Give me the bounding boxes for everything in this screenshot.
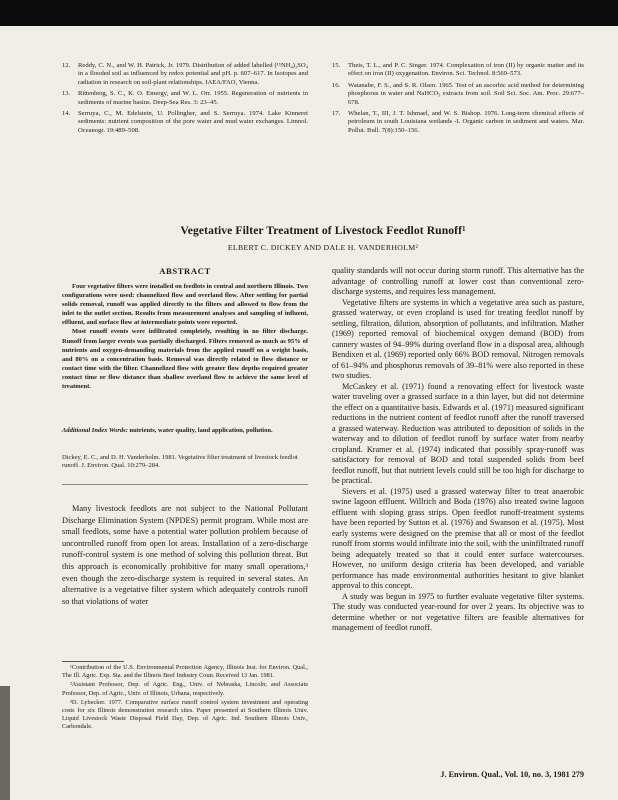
footnote: ³D. Lybecker. 1977. Comparative surface runoff control system investment and operating costs for six Illinois demonstration research sites. Paper presented at Southern Illinois Univ. Liquid Livestock Waste Disposal Field Day, Dep. of Agric. Ind. Southern Illinois Univ., Carbondale. [62,698,308,731]
body-paragraph: Many livestock feedlots are not subject to the National Pollutant Discharge Elimination System (NPDES) permit program. While most are small feedlots, some have a potential water pollution problem because of uncontrolled runoff from open lot areas. Installation of a zero-discharge runoff-control system is one method of solving this pollution threat. But this approach is economically prohibitive for many small operations,³ even though the zero-discharge system is required in several states. An alternative is a vegetative filter system which adequately controls runoff so that violations of water [62,504,308,606]
reference-item [332,62,584,79]
index-terms-value: nutrients, water quality, land application, pollution. [129,427,273,434]
body-text-left [62,503,308,607]
abstract-text [62,282,308,391]
body-paragraph: McCaskey et al. (1971) found a renovating effect for livestock waste water traveling over a grassed surface in a thin layer, but did not determine the effect on a quantitative basis. Edwards et al. (1971) measured significant reductions in the nutrient content of feedlot runoff after the runoff traversed a grassed waterway. Reduction was attributed to deposition of solids in the waterway and to dilution of feedlot runoff by surface water from nearby cropland. Kramer et al. (1974) indicated that possibly spray-runoff was satisfactory for removal of BOD and total suspended solids from beef feedlot runoff, but that nutrient levels could still be too high for discharge to be practical. [332,381,584,485]
body-text-right [332,266,584,634]
reference-item [332,110,584,135]
index-terms-label: Additional Index Words: [62,427,128,434]
footnotes [62,664,308,733]
reference-text: Reddy, C. N., and W. H. Patrick, Jr. 1979. Distribution of added labelled (¹⁵NH₄)₂SO₄ in a flooded soil as influenced by redox potential and pH. p. 607–617. In Isotopes and radiation in research on soil-plant relationships. IAEA/FAO, Vienna. [78,62,308,86]
body-paragraph: Sievers et al. (1975) used a grassed waterway filter to treat anaerobic swine lagoon effluent. Willrich and Boda (1976) also treated swine lagoon effluent with sloping grass strips. Open feedlot runoff-treatment systems have been reported by Sutton et al. (1976) and Swanson et al. (1975). Most early systems were designed on the premise that all or most of the feedlot runoff from storms would infiltrate into the soil, with the uninfiltrated runoff being adequately treated so that it could enter surface watercourses. However, no uniform design criteria has been developed, and variable performance has made environmental authorities hesitant to give blanket approval to this concept. [332,486,584,590]
section-divider [62,484,308,485]
references-left-column [62,62,308,138]
abstract-paragraph: Four vegetative filters were installed on feedlots in central and northern Illinois. Two configurations were used: channelized flow and overland flow. After settling for partial solids removal, runoff was applied directly to the filters and allowed to flow from the inlet to the outlet section. Results from measurement analyses and sampling of influent, effluent, and surface flow at intermediate points were reported. [62,283,308,327]
abstract-heading: ABSTRACT [159,266,211,276]
reference-item [62,62,308,87]
journal-footer: J. Environ. Qual., Vol. 10, no. 3, 1981 279 [440,770,584,779]
article-title: Vegetative Filter Treatment of Livestock Feedlot Runoff¹ [180,224,466,237]
reference-text: Theis, T. L., and P. C. Singer. 1974. Complexation of iron (II) by organic matter and its effect on iron (II) oxygenation. Environ. Sci. Technol. 8:569–573. [348,62,584,78]
reference-text: Serruya, C., M. Edelstein, U. Pollingher, and S. Serruya. 1974. Lake Kinneret sediments: nutrient composition of the pore water and mud water exchanges. Limnol. Oceanogr. 19:489–508. [78,110,308,134]
scan-top-border [0,0,618,26]
footnote-divider [62,661,124,662]
reference-text: Whelan, T., III, J. T. Ishmael, and W. S. Bishop. 1976. Long-term chemical effects of petroleum in south Louisiana wetlands -I. Organic carbon in sediment and waters. Mar. Pollut. Bull. 7(8):150–156. [348,110,584,134]
reference-item [62,110,308,135]
reference-number: 12. [62,62,71,69]
citation: Dickey, E. C., and D. H. Vanderholm. 1981. Vegetative filter treatment of livestock feedlot runoff. J. Environ. Qual. 10:279–284. [62,454,298,470]
body-paragraph: Vegetative filters are systems in which a vegetative area such as pasture, grassed waterway, or even cropland is used for treating feedlot runoff by settling, filtration, dilution, absorption of pollutants, and infiltration. Mather (1969) reported removal of biochemical oxygen demand (BOD) from cannery wastes of 94–99% during overland flow in a disposal area, although Bendixen et al. (1969) reported only 66% BOD removal. Nitrogen removals of 61–94% and phosphorus removals of 39–81% were also reported in these two studies. [332,297,584,380]
body-paragraph: A study was begun in 1975 to further evaluate vegetative filter systems. The study was conducted year-round for over 2 years. Its objective was to determine whether or not vegetative filters are feasible alternatives for management of feedlot runoff. [332,591,584,632]
reference-number: 17. [332,110,341,118]
article-authors: ELBERT C. DICKEY AND DALE H. VANDERHOLM² [227,243,419,252]
reference-number: 14. [62,110,71,118]
footnote: ¹Contribution of the U.S. Environmental Protection Agency, Illinois Inst. for Environ. Qual., The Ill. Agric. Exp. Sta. and the Illinois Beef Industry Coun. Received 13 Jan. 1981. [62,664,308,680]
references-right-column [332,62,584,138]
reference-number: 16. [332,81,341,89]
reference-number: 13. [62,90,71,98]
reference-text: Watanabe, F. S., and S. R. Olsen. 1965. Test of an ascorbic acid method for determining phosphorus in water and NaHCO₃ extracts from soil. Soil Sci. Soc. Am. Proc. 29:677–678. [348,81,584,106]
reference-text: Rittenberg, S. C., K. O. Emergy, and W. L. Orr. 1955. Regeneration of nutrients in sediments of marine basins. Deep-Sea Res. 3: 23–45. [78,90,308,106]
index-terms [62,426,308,435]
abstract-paragraph: Most runoff events were infiltrated completely, resulting in no filter discharge. Runoff from larger events was partially discharged. Filters removed as much as 95% of nutrients and oxygen-demanding materials from the applied runoff on a weight basis, and 80% on a concentration basis. Removal was directly related to flow distance or contact time with the filter. Channelized flow with greater flow depths required greater contact time or flow distance than shallow overland flow to achieve the same level of treatment. [62,328,308,391]
reference-number: 15. [332,62,341,69]
body-paragraph: quality standards will not occur during storm runoff. This alternative has the advantage of controlling runoff at lower cost than conventional zero-discharge systems, and requires less management. [332,266,584,296]
scan-left-edge [0,686,10,800]
reference-item [62,90,308,107]
footnote: ²Assistant Professor, Dep. of Agric. Eng., Univ. of Nebraska, Lincoln; and Associate Professor, Dep. of Agric., Univ. of Illinois, Urbana, respectively. [62,681,308,697]
reference-item [332,82,584,107]
